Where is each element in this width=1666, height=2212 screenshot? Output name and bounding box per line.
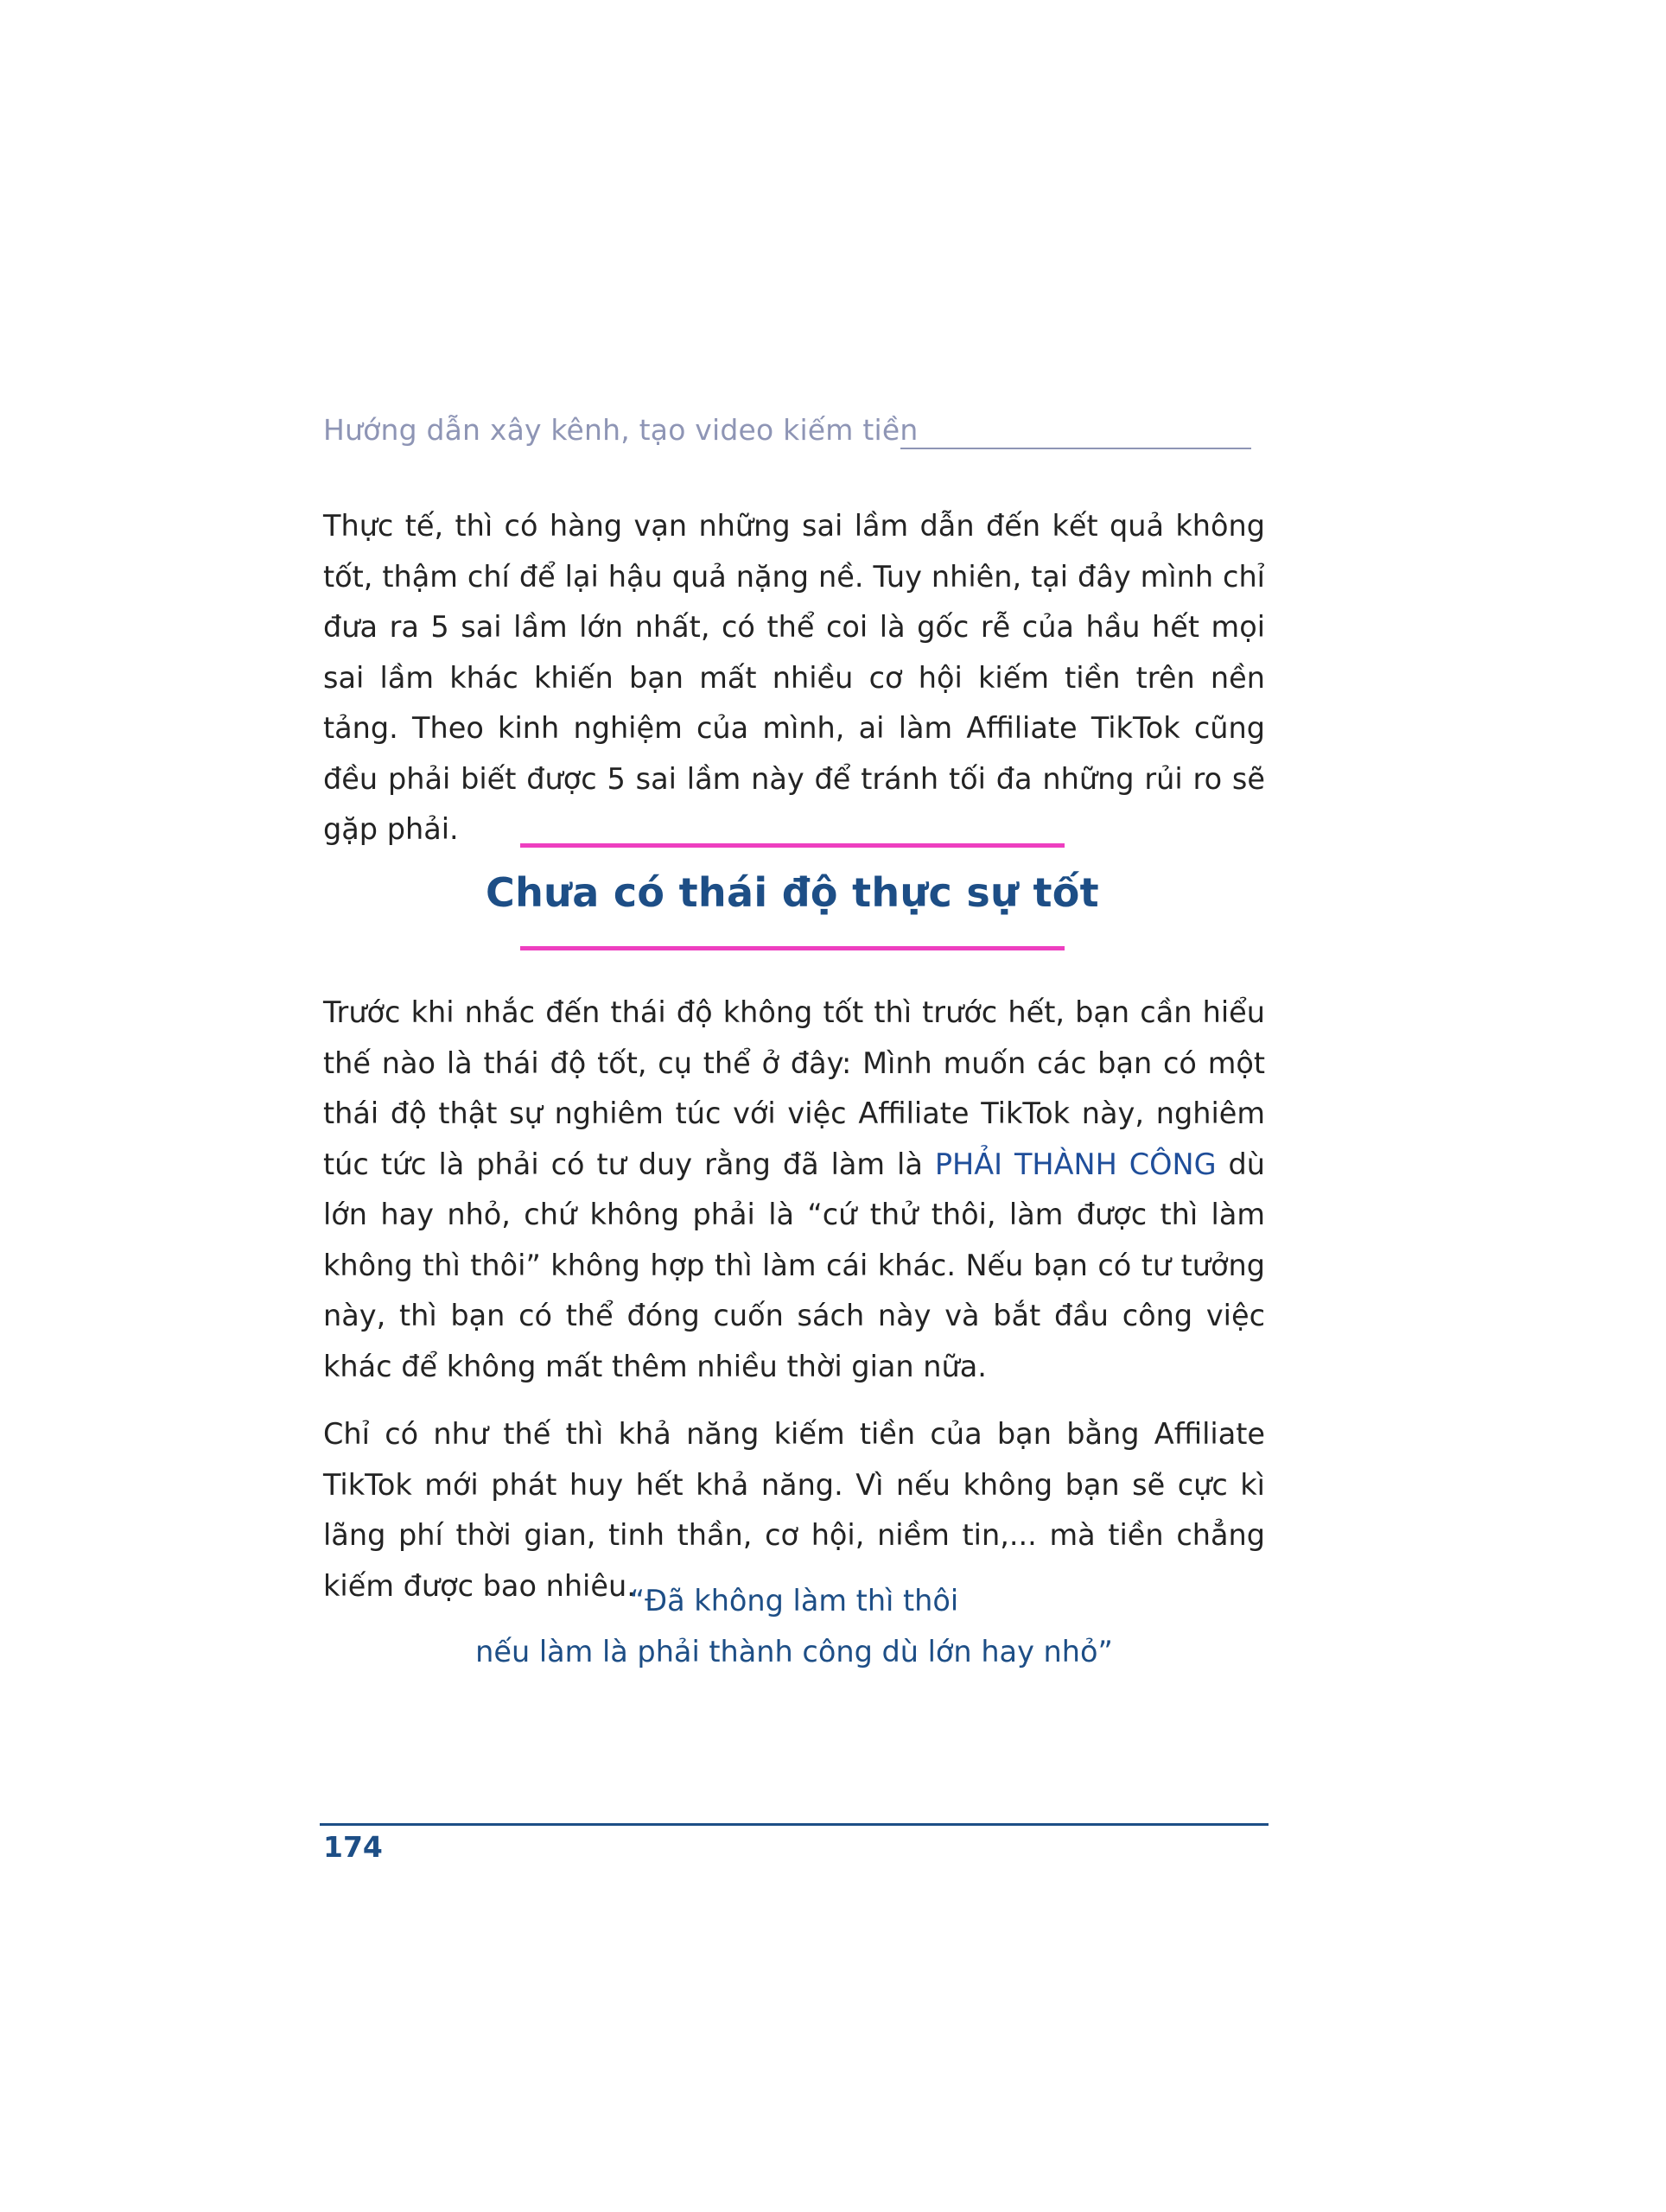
paragraph-1-text-after: dù lớn hay nhỏ, chứ không phải là “cứ thử thôi, làm được thì làm không thì thôi” không hợp thì làm cái khác. Nếu bạn có tư tưởng này, thì bạn có thể đóng cuốn sách này và bắt đầu công việc khác để không mất thêm nhiều thời gian nữa. (323, 1147, 1265, 1383)
running-header-rule (900, 448, 1251, 449)
section-heading: Chưa có thái độ thực sự tốt (486, 869, 1099, 916)
pull-quote-line-1: “Đã không làm thì thôi (629, 1584, 959, 1618)
emphasis-text: PHẢI THÀNH CÔNG (934, 1147, 1217, 1181)
running-header (323, 413, 1256, 456)
pull-quote (323, 1576, 1265, 1677)
heading-top-bar (520, 843, 1065, 848)
heading-bottom-bar (520, 946, 1065, 950)
section-paragraph-1 (323, 988, 1265, 1392)
pull-quote-line-2: nếu làm là phải thành công dù lớn hay nhỏ” (475, 1634, 1113, 1669)
running-header-title: Hướng dẫn xây kênh, tạo video kiếm tiền (323, 413, 919, 447)
paragraph-1-text-before: Trước khi nhắc đến thái độ không tốt thì trước hết, bạn cần hiểu thế nào là thái độ tốt, cụ thể ở đây: Mình muốn các bạn có một thái độ thật sự nghiêm túc với việc Affiliate TikTok này, nghiêm túc tức là phải có tư duy rằng đã làm là (323, 995, 1265, 1181)
intro-paragraph: Thực tế, thì có hàng vạn những sai lầm dẫn đến kết quả không tốt, thậm chí để lại hậu quả nặng nề. Tuy nhiên, tại đây mình chỉ đưa ra 5 sai lầm lớn nhất, có thể coi là gốc rễ của hầu hết mọi sai lầm khác khiến bạn mất nhiều cơ hội kiếm tiền trên nền tảng. Theo kinh nghiệm của mình, ai làm Affiliate TikTok cũng đều phải biết được 5 sai lầm này để tránh tối đa những rủi ro sẽ gặp phải. (323, 509, 1265, 846)
section-paragraph-2: Chỉ có như thế thì khả năng kiếm tiền của bạn bằng Affiliate TikTok mới phát huy hết khả năng. Vì nếu không bạn sẽ cực kì lãng phí thời gian, tinh thần, cơ hội, niềm tin,... mà tiền chẳng kiếm được bao nhiêu. (323, 1417, 1265, 1603)
page-number: 174 (323, 1830, 383, 1864)
footer-rule (320, 1823, 1269, 1826)
